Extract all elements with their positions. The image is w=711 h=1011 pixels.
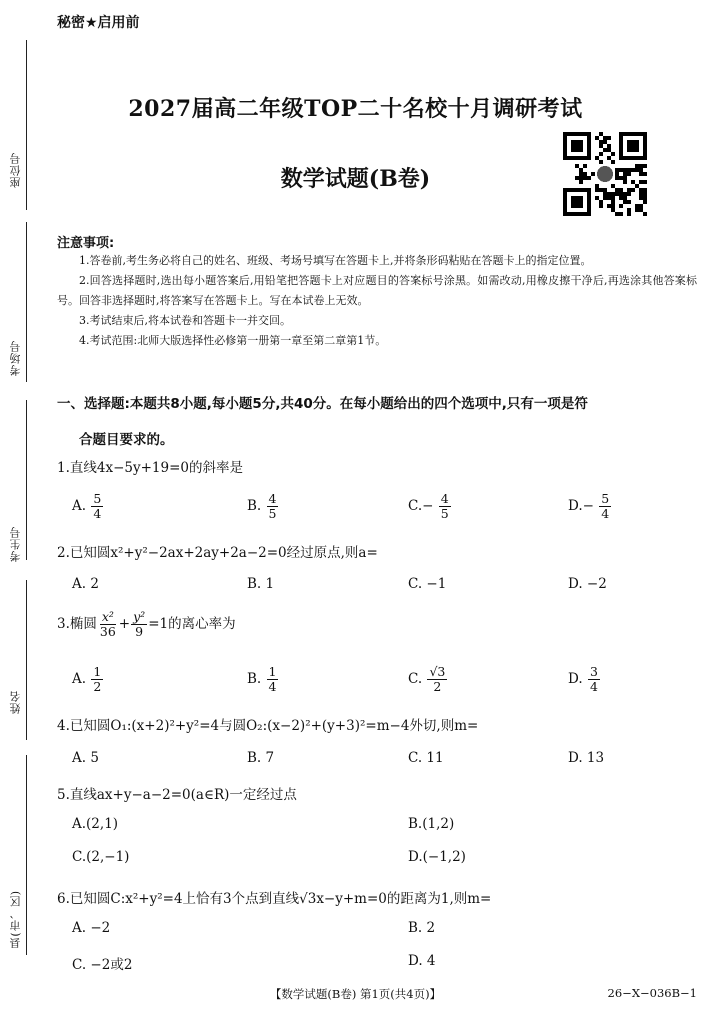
seat-number-label: 座位号 [9,152,22,188]
question-4-option-b: B. 7 [247,750,275,766]
notice-list [57,251,697,351]
question-6-option-c: C. −2或2 [72,957,133,973]
county-label: 县(市、区) [9,890,22,949]
question-1-stem: 1.直线4x−5y+19=0的斜率是 [57,460,244,476]
question-6-stem: 6.已知圆C:x²+y²=4上恰有3个点到直线√3x−y+m=0的距离为1,则m= [57,891,492,907]
question-5-option-a: A.(2,1) [72,816,119,832]
question-4-option-d: D. 13 [568,750,605,766]
question-5-option-d: D.(−1,2) [408,849,466,865]
notice-item: 3.考试结束后,将本试卷和答题卡一并交回。 [79,314,291,327]
question-3-option-b: B. $\frac{1}{4}$ [247,664,277,694]
question-6-option-b: B. 2 [408,920,436,936]
question-2-stem: 2.已知圆x²+y²−2ax+2ay+2a−2=0经过原点,则a= [57,545,378,561]
confidential-mark: 秘密★启用前 [57,15,140,31]
question-2-option-c: C. −1 [408,576,447,592]
question-2-option-b: B. 1 [247,576,275,592]
question-5-option-c: C.(2,−1) [72,849,130,865]
exam-subtitle: 数学试题(B卷) [280,166,431,192]
question-3-stem: 3.椭圆 $\frac{\text{x²}}{36}$ + $\frac{\text{y²}}{9}$ =1的离心率为 [57,609,236,639]
question-6-option-d: D. 4 [408,953,436,969]
question-2-option-a: A. 2 [72,576,99,592]
question-6-option-a: A. −2 [72,920,111,936]
question-4-stem: 4.已知圆O₁:(x+2)²+y²=4与圆O₂:(x−2)²+(y+3)²=m−4外切,则m= [57,718,479,734]
question-1-option-a: A. $\frac{5}{4}$ [72,491,102,521]
exam-room-label: 考场号 [9,340,22,376]
question-3-option-a: A. $\frac{1}{2}$ [72,664,102,694]
name-label: 姓名 [9,690,22,714]
notice-item: 4.考试范围:北师大版选择性必修第一册第一章至第二章第1节。 [79,334,387,347]
paper-code: 26−X−036B−1 [607,986,697,1000]
notice-item: 2.回答选择题时,选出每小题答案后,用铅笔把答题卡上对应题目的答案标号涂黑。如需改动,用橡皮擦干净后,再选涂其他答案标号。回答非选择题时,将答案写在答题卡上。写在本试卷上无效。 [57,274,697,307]
section-heading [57,386,697,458]
question-4-option-c: C. 11 [408,750,444,766]
binding-line [26,222,27,382]
binding-line [26,400,27,560]
section-heading-line1: 一、选择题:本题共8小题,每小题5分,共40分。在每小题给出的四个选项中,只有一项是符 [57,396,588,412]
question-3-option-c: C. $\frac{√3}{2}$ [408,664,446,694]
question-3-option-d: D. $\frac{3}{4}$ [568,664,598,694]
candidate-number-label: 考生号 [9,526,22,562]
question-5-stem: 5.直线ax+y−a−2=0(a∈R)一定经过点 [57,787,297,803]
exam-title: 2027届高二年级TOP二十名校十月调研考试 [128,96,583,122]
question-1-option-c: C.− $\frac{4}{5}$ [408,491,449,521]
question-1-option-d: D.− $\frac{5}{4}$ [568,491,610,521]
binding-line [26,580,27,740]
question-2-option-d: D. −2 [568,576,607,592]
notice-heading: 注意事项: [57,236,115,251]
question-1-option-b: B. $\frac{4}{5}$ [247,491,277,521]
question-4-option-a: A. 5 [72,750,99,766]
qr-code-icon [563,132,647,216]
section-heading-line2: 合题目要求的。 [79,432,174,448]
question-5-option-b: B.(1,2) [408,816,455,832]
notice-item: 1.答卷前,考生务必将自己的姓名、班级、考场号填写在答题卡上,并将条形码粘贴在答题卡上的指定位置。 [79,254,592,267]
binding-line [26,755,27,955]
page-footer: 【数学试题(B卷) 第1页(共4页)】 [269,987,442,1001]
